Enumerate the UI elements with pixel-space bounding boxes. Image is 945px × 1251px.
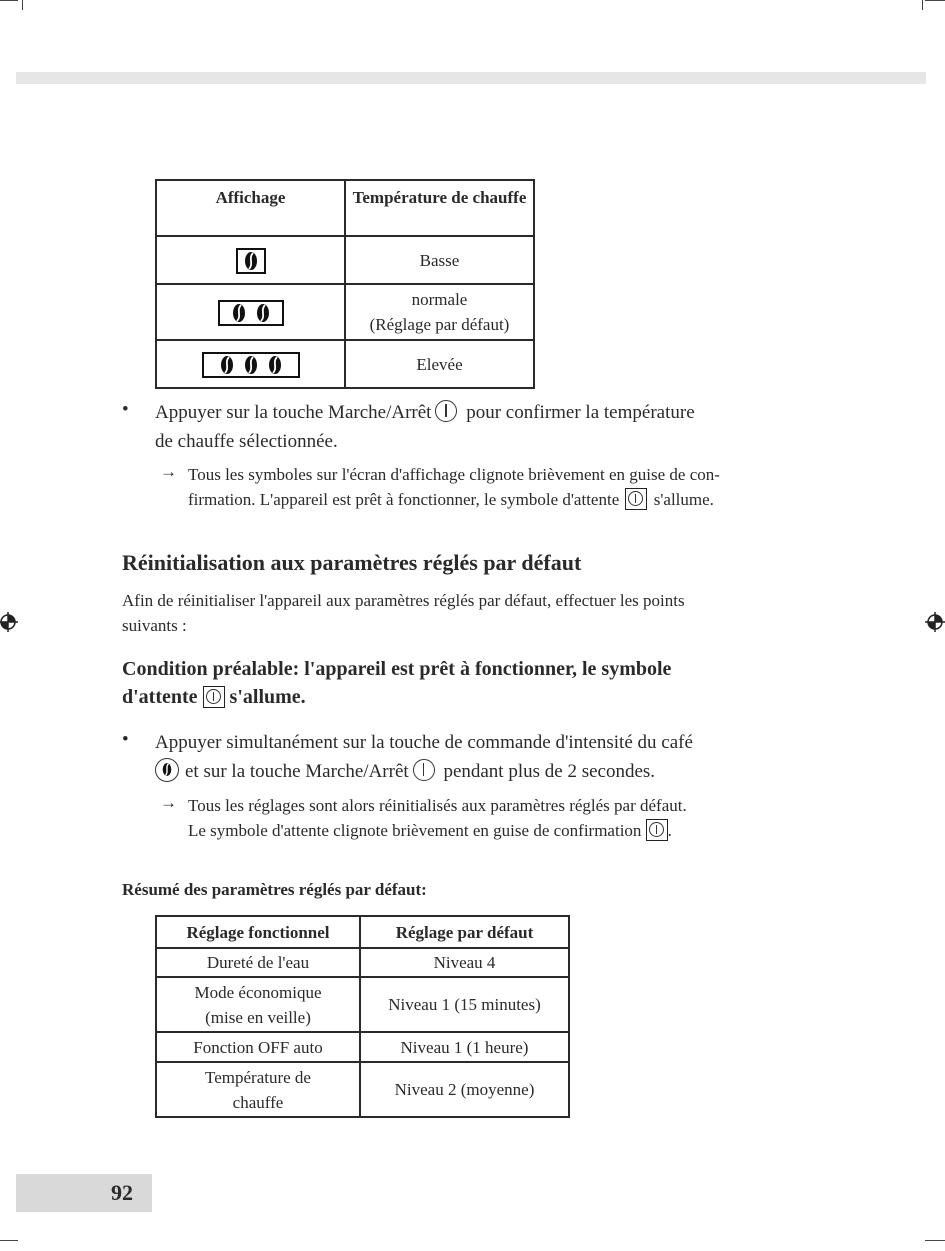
- table-header-row: [156, 180, 534, 236]
- setting-line: chauffe: [232, 1092, 284, 1112]
- result-line: firmation. L'appareil est prêt à fonctionner, le symbole d'attente: [188, 490, 620, 509]
- column-header: Réglage par défaut: [360, 916, 569, 948]
- setting-cell: [156, 1062, 360, 1117]
- setting-line: Température de: [205, 1067, 311, 1087]
- crop-mark: [922, 0, 923, 10]
- section-heading: Réinitialisation aux paramètres réglés par défaut: [122, 550, 582, 575]
- table-row: [156, 236, 534, 284]
- temperature-cell: Elevée: [345, 340, 534, 388]
- display-cell: [156, 284, 345, 340]
- result-line: s'allume.: [653, 490, 714, 509]
- condition-heading: [122, 655, 842, 711]
- instruction-part: de chauffe sélectionnée.: [155, 431, 338, 452]
- table-row: [156, 977, 569, 1032]
- power-button-icon: [435, 400, 457, 422]
- section-intro: [122, 588, 842, 638]
- three-bean-display: [202, 352, 300, 378]
- value-cell: Niveau 1 (15 minutes): [360, 977, 569, 1032]
- intro-line: Afin de réinitialiser l'appareil aux paramètres réglés par défaut, effectuer les points: [122, 591, 685, 610]
- setting-line: Mode économique: [194, 982, 322, 1002]
- condition-line: d'attente: [122, 686, 198, 708]
- table-header-row: [156, 916, 569, 948]
- column-header: Température de chauffe: [345, 180, 534, 236]
- condition-line: Condition préalable: l'appareil est prêt à fonctionner, le symbole: [122, 658, 672, 680]
- display-cell: [156, 340, 345, 388]
- crop-mark: [925, 0, 945, 1]
- temperature-table: [155, 179, 535, 389]
- result-line: Tous les réglages sont alors réinitialisés aux paramètres réglés par défaut.: [188, 796, 687, 815]
- temperature-label: normale: [411, 290, 468, 309]
- column-header: Affichage: [156, 180, 345, 236]
- display-cell: [156, 236, 345, 284]
- registration-mark-icon: [925, 612, 945, 632]
- temperature-note: (Réglage par défaut): [369, 315, 510, 334]
- coffee-bean-icon: [232, 303, 246, 323]
- standby-symbol-icon: [203, 686, 225, 708]
- header-bar: [16, 72, 926, 84]
- arrow-marker: →: [160, 462, 177, 481]
- instruction-part: Appuyer simultanément sur la touche de commande d'intensité du café: [155, 732, 693, 753]
- setting-cell: Dureté de l'eau: [156, 948, 360, 977]
- power-button-icon: [413, 759, 435, 781]
- coffee-bean-icon: [256, 303, 270, 323]
- instruction-part: et sur la touche Marche/Arrêt: [185, 761, 409, 782]
- column-header: Réglage fonctionnel: [156, 916, 360, 948]
- bullet-marker: •: [122, 729, 129, 750]
- temperature-cell: Basse: [345, 236, 534, 284]
- setting-cell: Fonction OFF auto: [156, 1032, 360, 1062]
- arrow-marker: →: [160, 793, 177, 812]
- table-row: [156, 1032, 569, 1062]
- value-cell: Niveau 4: [360, 948, 569, 977]
- condition-line: s'allume.: [229, 686, 306, 708]
- one-bean-display: [236, 248, 266, 274]
- table-row: [156, 948, 569, 977]
- result-text: [188, 793, 848, 843]
- instruction-part: Appuyer sur la touche Marche/Arrêt: [155, 402, 432, 423]
- coffee-bean-icon: [220, 355, 234, 375]
- registration-mark-icon: [0, 612, 18, 632]
- setting-cell: [156, 977, 360, 1032]
- table-row: [156, 284, 534, 340]
- instruction-part: pendant plus de 2 secondes.: [443, 761, 656, 782]
- crop-mark: [0, 0, 18, 1]
- instruction-text: [155, 398, 835, 456]
- setting-line: (mise en veille): [205, 1007, 311, 1027]
- result-text: [188, 462, 848, 512]
- result-line: Tous les symboles sur l'écran d'affichage clignote brièvement en guise de con-: [188, 465, 720, 484]
- crop-mark: [22, 0, 23, 10]
- page-number: 92: [111, 1180, 133, 1205]
- standby-symbol-icon: [625, 488, 647, 510]
- instruction-part: pour confirmer la température: [466, 402, 695, 423]
- instruction-text: [155, 728, 835, 786]
- two-bean-display: [218, 300, 284, 326]
- coffee-bean-icon: [244, 355, 258, 375]
- result-line: Le symbole d'attente clignote brièvement en guise de confirmation: [188, 821, 642, 840]
- standby-symbol-icon: [646, 819, 668, 841]
- crop-mark: [0, 1240, 18, 1241]
- value-cell: Niveau 1 (1 heure): [360, 1032, 569, 1062]
- bullet-marker: •: [122, 399, 129, 420]
- crop-mark: [925, 1240, 945, 1241]
- coffee-strength-button-icon: [155, 758, 179, 782]
- value-cell: Niveau 2 (moyenne): [360, 1062, 569, 1117]
- intro-line: suivants :: [122, 616, 187, 635]
- defaults-table: [155, 915, 570, 1118]
- table-row: [156, 340, 534, 388]
- summary-heading: Résumé des paramètres réglés par défaut:: [122, 880, 427, 899]
- temperature-cell: [345, 284, 534, 340]
- coffee-bean-icon: [268, 355, 282, 375]
- coffee-bean-icon: [244, 251, 258, 271]
- table-row: [156, 1062, 569, 1117]
- result-line: .: [667, 821, 672, 840]
